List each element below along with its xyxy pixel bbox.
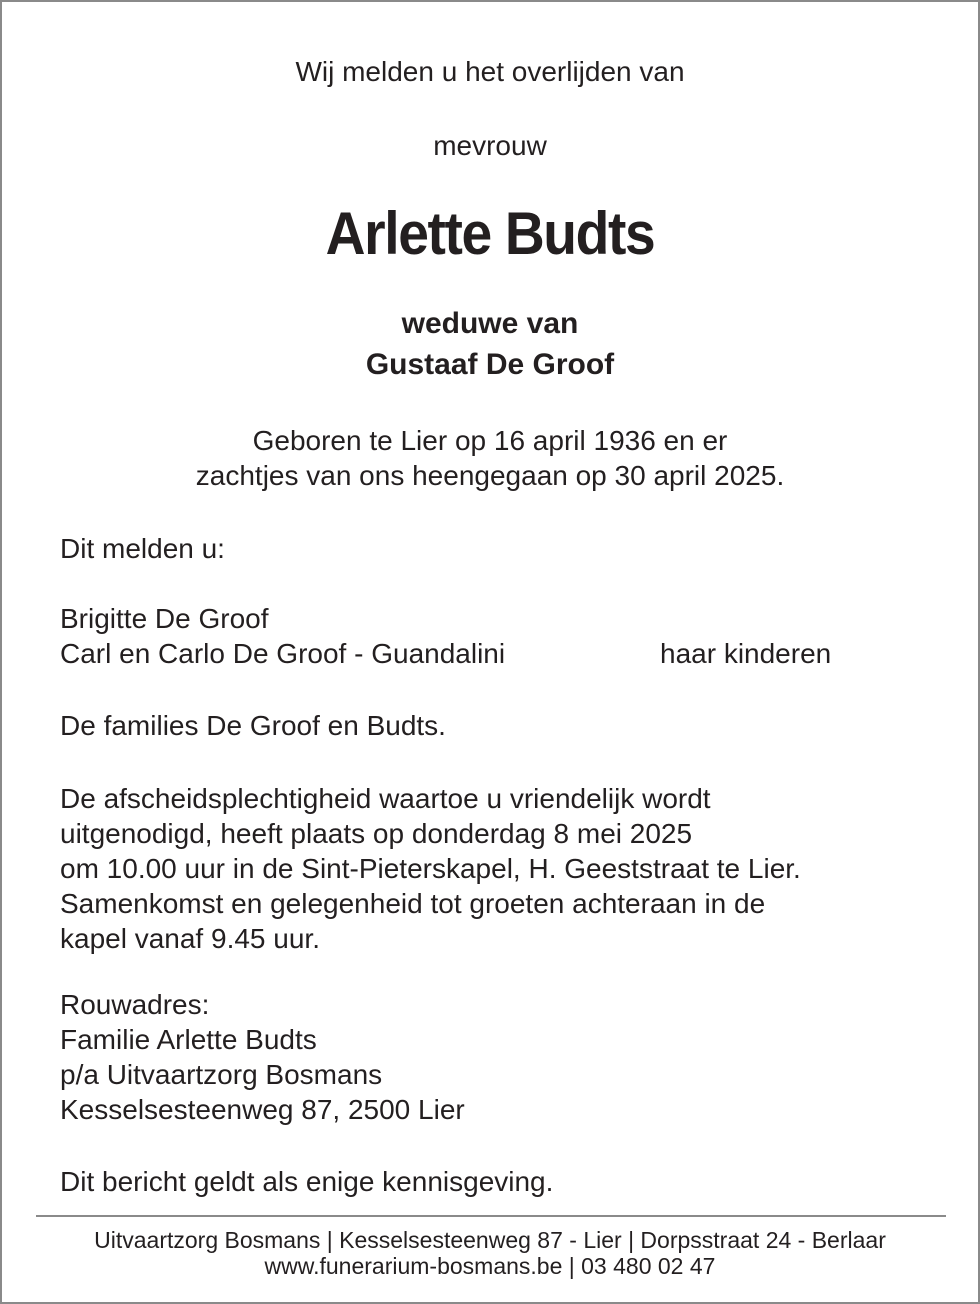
mourning-address-line: Kesselsesteenweg 87, 2500 Lier <box>60 1094 465 1125</box>
family-heading: Dit melden u: <box>60 533 225 564</box>
intro-text: Wij melden u het overlijden van <box>295 56 685 87</box>
ceremony-line: om 10.00 uur in de Sint-Pieterskapel, H. Geeststraat te Lier. <box>60 853 801 884</box>
footer-contact: www.funerarium-bosmans.be | 03 480 02 47 <box>264 1253 716 1279</box>
birth-death-line-1: Geboren te Lier op 16 april 1936 en er <box>252 425 728 456</box>
ceremony-line: De afscheidsplechtigheid waartoe u vriendelijk wordt <box>60 783 711 814</box>
spouse-name: Gustaaf De Groof <box>365 348 615 381</box>
ceremony-line: uitgenodigd, heeft plaats op donderdag 8 mei 2025 <box>60 818 693 849</box>
footer-divider <box>36 1215 946 1217</box>
ceremony-line: kapel vanaf 9.45 uur. <box>60 923 320 954</box>
birth-death-line-2: zachtjes van ons heengegaan op 30 april 2025. <box>195 460 785 491</box>
salutation: mevrouw <box>433 130 547 161</box>
mourning-address-line: Familie Arlette Budts <box>60 1024 317 1055</box>
mourning-address-line: p/a Uitvaartzorg Bosmans <box>60 1059 383 1090</box>
deceased-name: Arlette Budts <box>325 200 655 267</box>
widow-label: weduwe van <box>401 307 579 340</box>
families-line: De families De Groof en Budts. <box>60 710 446 741</box>
notice-text: Dit bericht geldt als enige kennisgeving. <box>60 1166 554 1197</box>
mourning-address-heading: Rouwadres: <box>60 989 210 1020</box>
ceremony-line: Samenkomst en gelegenheid tot groeten achteraan in de <box>60 888 766 919</box>
child-name: Carl en Carlo De Groof - Guandalini <box>60 638 506 669</box>
child-name: Brigitte De Groof <box>60 603 269 634</box>
children-relation: haar kinderen <box>660 638 832 669</box>
footer-address: Uitvaartzorg Bosmans | Kesselsesteenweg 87 - Lier | Dorpsstraat 24 - Berlaar <box>94 1227 886 1253</box>
